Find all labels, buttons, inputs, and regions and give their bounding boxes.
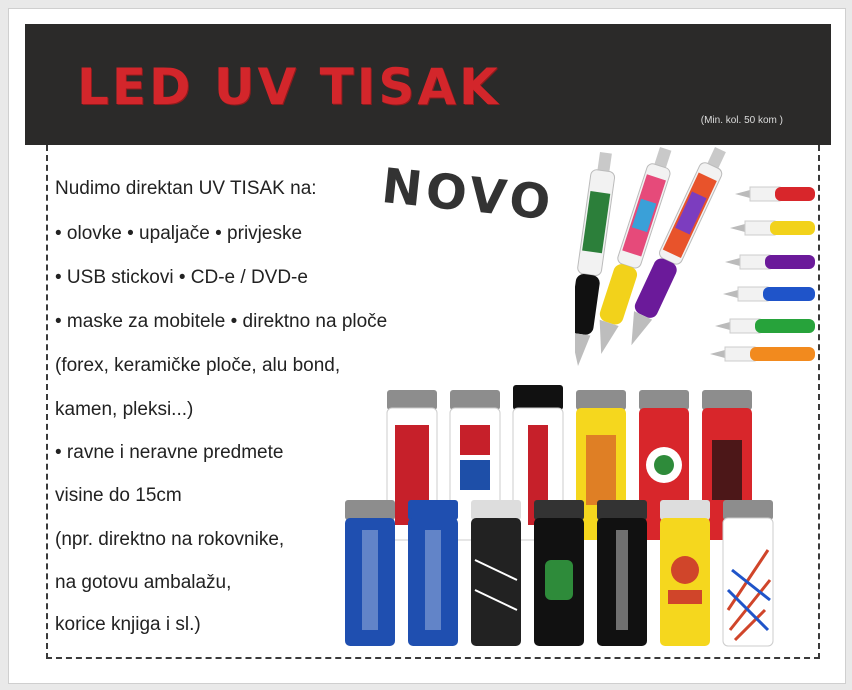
text-line: (npr. direktno na rokovnike, (55, 529, 285, 550)
lighter (597, 500, 647, 646)
text-line: • ravne i neravne predmete (55, 442, 284, 463)
lighter (408, 500, 458, 646)
pen-small (730, 221, 815, 235)
text-line: kamen, pleksi...) (55, 399, 194, 420)
pen-small (715, 319, 815, 333)
pen-small (723, 287, 815, 301)
lighter (660, 500, 710, 646)
text-line: Nudimo direktan UV TISAK na: (55, 178, 317, 199)
text-line: korice knjiga i sl.) (55, 614, 201, 635)
page-title: LED UV TISAK (77, 58, 501, 116)
lighter (723, 500, 773, 646)
pen-small (710, 347, 815, 361)
text-line: • olovke • upaljače • privjeske (55, 223, 303, 244)
lighter (345, 500, 395, 646)
header-banner (25, 24, 831, 145)
lighter (471, 500, 521, 646)
text-line: visine do 15cm (55, 485, 182, 506)
pen-small (735, 187, 815, 201)
text-line: na gotovu ambalažu, (55, 572, 232, 593)
lighter (534, 500, 584, 646)
pen-small (725, 255, 815, 269)
text-line: (forex, keramičke ploče, alu bond, (55, 355, 341, 376)
novo-badge: NOVO (379, 158, 557, 232)
pens-illustration (575, 142, 815, 377)
lighters-illustration (340, 380, 780, 650)
text-line: • maske za mobitele • direktno na ploče (55, 311, 388, 332)
min-quantity-note: (Min. kol. 50 kom ) (700, 115, 783, 126)
text-line: • USB stickovi • CD-e / DVD-e (55, 267, 308, 288)
